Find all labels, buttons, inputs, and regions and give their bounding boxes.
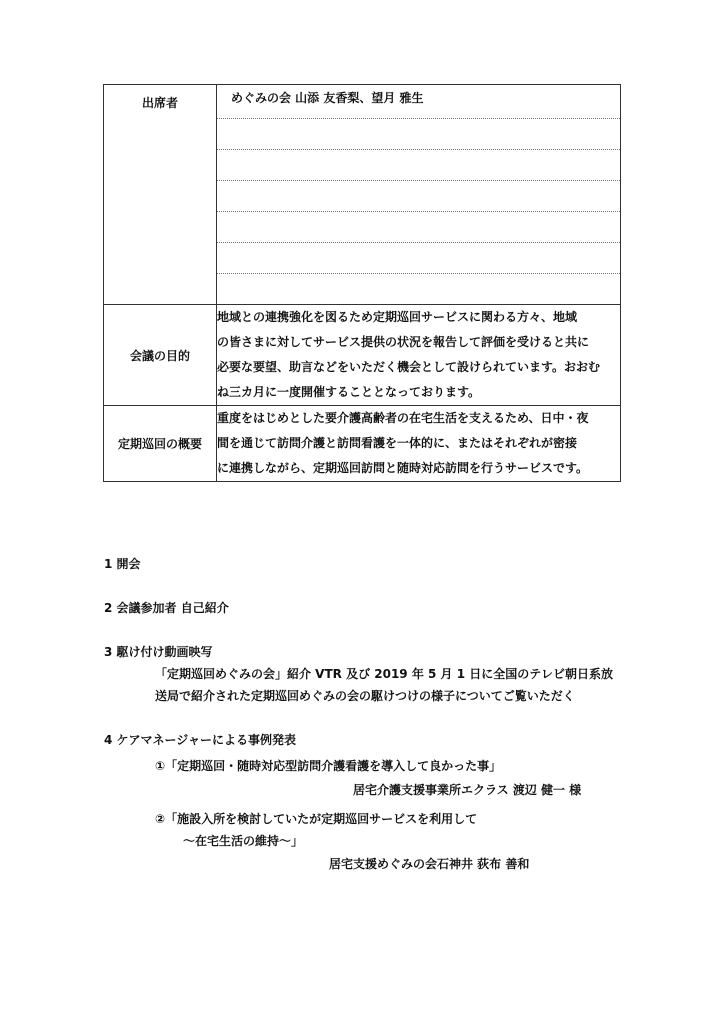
attendee-line (217, 243, 620, 274)
overview-line: に連携しながら、定期巡回訪問と随時対応訪問を行うサービスです。 (217, 461, 589, 475)
overview-text (217, 406, 621, 482)
video-description-line: 「定期巡回めぐみの会」紹介 VTR 及び 2019 年 5 月 1 日に全国のテレビ朝日系放 (155, 667, 613, 681)
case2-presenter: 居宅支援めぐみの会石神井 荻布 善和 (329, 857, 530, 871)
overview-row (104, 406, 621, 482)
attendees-cell (217, 85, 621, 305)
attendees-row (104, 85, 621, 305)
agenda-item-video: 3 駆け付け動画映写 (104, 645, 213, 659)
purpose-row (104, 305, 621, 406)
purpose-label: 会議の目的 (104, 305, 217, 406)
case2-title: ②「施設入所を検討していたが定期巡回サービスを利用して (155, 812, 478, 826)
overview-line: 間を通じて訪問介護と訪問看護を一体的に、またはそれぞれが密接 (217, 436, 578, 450)
purpose-line: 地域との連携強化を図るため定期巡回サービスに関わる方々、地域 (217, 310, 578, 324)
attendees-label: 出席者 (104, 85, 217, 305)
overview-line: 重度をはじめとした要介護高齢者の在宅生活を支えるため、日中・夜 (217, 411, 589, 425)
overview-label: 定期巡回の概要 (104, 406, 217, 482)
attendee-line (217, 212, 620, 243)
purpose-line: ね三カ月に一度開催することとなっております。 (217, 385, 481, 399)
purpose-text (217, 305, 621, 406)
purpose-line: 必要な要望、助言などをいただく機会として設けられています。おおむ (217, 360, 601, 374)
agenda-item-case-presentations: 4 ケアマネージャーによる事例発表 (104, 733, 297, 747)
attendee-line (217, 274, 620, 304)
video-description-line: 送局で紹介された定期巡回めぐみの会の駆けつけの様子についてご覧いただく (155, 689, 575, 703)
attendee-line (217, 181, 620, 212)
case1-presenter: 居宅介護支援事業所エクラス 渡辺 健一 様 (353, 783, 582, 797)
agenda-item-introductions: 2 会議参加者 自己紹介 (104, 601, 229, 615)
attendee-line: めぐみの会 山添 友香梨、望月 雅生 (217, 85, 620, 119)
attendee-line (217, 150, 620, 181)
case2-subtitle: ～在宅生活の維持～」 (183, 834, 304, 848)
agenda-item-opening: 1 開会 (104, 557, 141, 571)
purpose-line: の皆さまに対してサービス提供の状況を報告して評価を受けると共に (217, 335, 590, 349)
meeting-info-table (103, 84, 621, 482)
attendee-line (217, 119, 620, 150)
case1-title: ①「定期巡回・随時対応型訪問介護看護を導入して良かった事」 (155, 759, 502, 773)
